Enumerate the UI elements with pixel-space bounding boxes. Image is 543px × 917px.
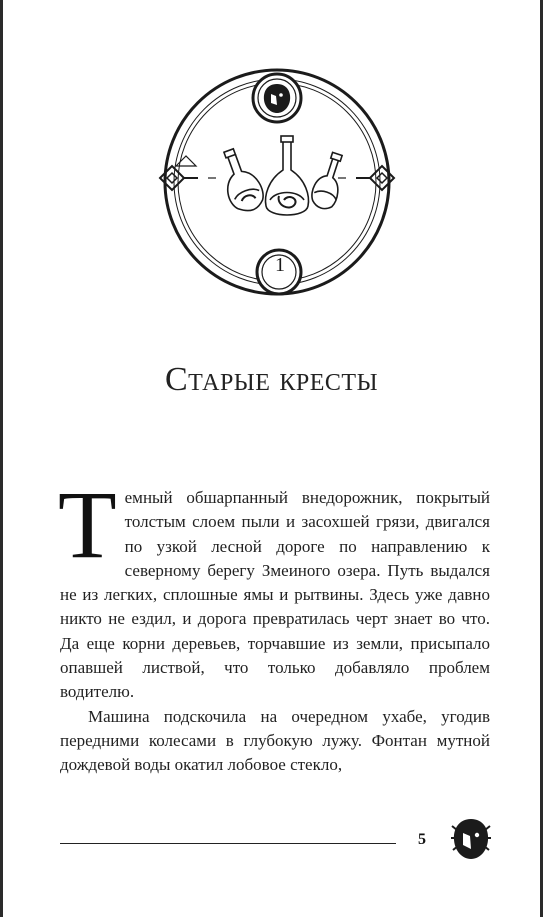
drop-cap: Т (58, 471, 117, 578)
flasks-icon (214, 136, 350, 216)
paragraph-1 (58, 471, 490, 705)
chapter-title: Старые кресты (164, 360, 379, 398)
lion-head-icon (449, 816, 493, 862)
footer-rule (60, 843, 396, 844)
page-number: 5 (418, 831, 426, 848)
paragraph-1-text: емный обшарпанный внедорожник, покрытый толстым слоем пыли и засохшей грязи, двигался по узкой лесной дороге по направлению к северному берегу Змеиного озера. Путь выдался не из легких, сплошные ямы и рытвины. Здесь уже давно никто не ездил, и дорога превратилась черт знает во что. Да еще корни деревьев, торчавшие из земли, присыпало опавшей листвой, что только добавляло проблем водителю. (60, 488, 490, 702)
chapter-body (58, 471, 490, 778)
chapter-number: 1 (275, 254, 285, 276)
paragraph-2: Машина подскочила на очередном ухабе, угодив передними колесами в глубокую лужу. Фонтан мутной дождевой воды окатил лобовое стекло, (60, 706, 490, 775)
